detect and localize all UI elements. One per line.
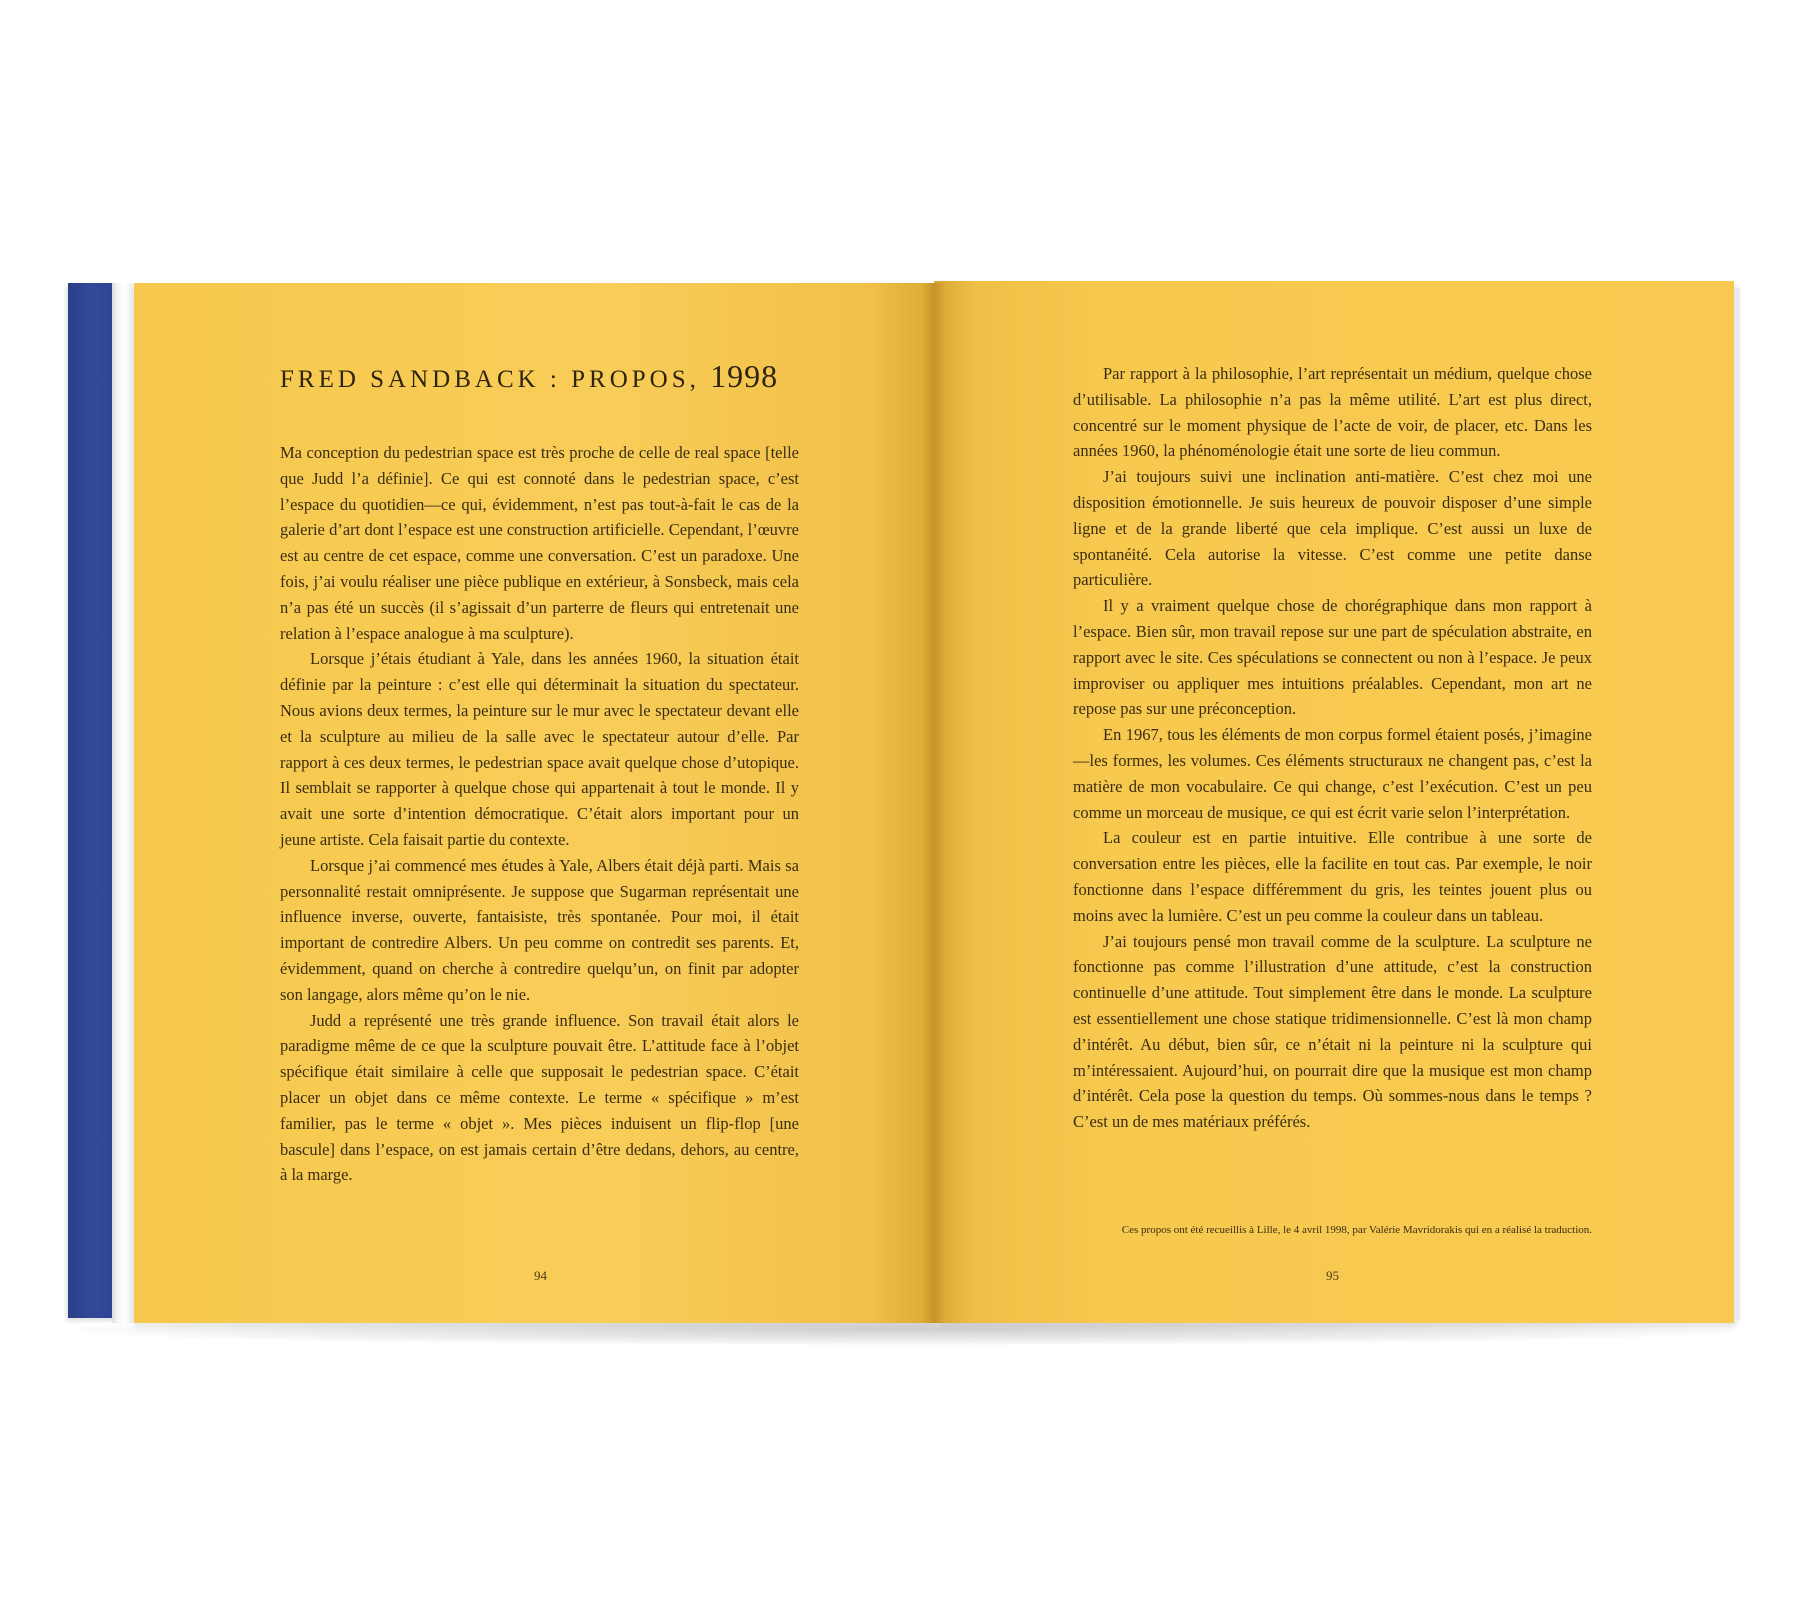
footnote: Ces propos ont été recueillis à Lille, le 4 avril 1998, par Valérie Mavridorakis qui en a réalisé la traduction. bbox=[1121, 1224, 1592, 1236]
right-paragraph-4: En 1967, tous les éléments de mon corpus formel étaient posés, j’imagine—les formes, les volumes. Ces éléments structuraux ne changent pas, c’est la matière de mon vocabulaire. Ce qui change, c’est l’exécution. C’est un peu comme un morceau de musique, ce qui est écrit varie selon l’interprétation. bbox=[1073, 725, 1592, 822]
left-paragraph-3: Lorsque j’ai commencé mes études à Yale, Albers était déjà parti. Mais sa personnalité restait omniprésente. Je suppose que Sugarman représentait une influence inverse, ouverte, fantaisiste, très spontanée. Pour moi, il était important de contredire Albers. Un peu comme on contredit ses parents. Et, évidemment, quand on cherche à contredire quelqu’un, on finit par adopter son langage, alors même qu’on le nie. bbox=[280, 855, 799, 1004]
page-number-right: 95 bbox=[1326, 1268, 1339, 1283]
left-paragraph-4: Judd a représenté une très grande influence. Son travail était alors le paradigme même de ce que la sculpture pouvait être. L’attitude face à l’objet spécifique était similaire à celle que supposait le pedestrian space. C’était placer un objet dans ce même contexte. Le terme « spécifique » m’est familier, pas le terme « objet ». Mes pièces induisent un flip-flop [une bascule] dans l’espace, on est jamais certain d’être dedans, dehors, au centre, à la marge. bbox=[280, 1010, 799, 1185]
page-number-left: 94 bbox=[534, 1268, 547, 1283]
right-page-text bbox=[1073, 361, 1592, 1135]
left-paragraph-1: Ma conception du pedestrian space est très proche de celle de real space [telle que Judd l’a définie]. Ce qui est connoté dans le pedestrian space, c’est l’espace du quotidien—ce qui, évidemment, n’est pas tout-à-fait le cas de la galerie d’art dont l’espace est une construction artificielle. Cependant, l’œuvre est au centre de cet espace, comme une conversation. C’est un paradoxe. Une fois, j’ai voulu réaliser une pièce publique en extérieur, à Sonsbeck, mais cela n’a pas été un succès (il s’agissait d’un parterre de fleurs qui entretenait une relation à l’espace analogue à ma sculpture). bbox=[280, 443, 799, 643]
chapter-title-year: 1998 bbox=[710, 358, 779, 394]
right-paragraph-2: J’ai toujours suivi une inclination anti-matière. C’est chez moi une disposition émotionnelle. Je suis heureux de pouvoir disposer d’une simple ligne et de la grande liberté que cela implique. C’est aussi un luxe de spontanéité. Cela autorise la vitesse. C’est comme une petite danse particulière. bbox=[1073, 467, 1592, 590]
book-gutter bbox=[922, 283, 946, 1323]
left-page-text bbox=[280, 440, 799, 1188]
right-paragraph-1: Par rapport à la philosophie, l’art représentait un médium, quelque chose d’utilisable. La philosophie n’a pas la même utilité. L’art est plus direct, concentré sur le moment physique de l’acte de voir, de placer, etc. Dans les années 1960, la phénoménologie était une sorte de lieu commun. bbox=[1073, 364, 1592, 461]
left-paragraph-2: Lorsque j’étais étudiant à Yale, dans les années 1960, la situation était définie par la peinture : c’est elle qui déterminait la situation du spectateur. Nous avions deux termes, la peinture sur le mur avec le spectateur devant elle et la sculpture au milieu de la salle avec le spectateur autour d’elle. Par rapport à ces deux termes, le pedestrian space avait quelque chose d’utopique. Il semblait se rapporter à quelque chose qui appartenait à tout le monde. Il y avait une sorte d’intention démocratique. C’était alors important pour un jeune artiste. Cela faisait partie du contexte. bbox=[280, 649, 799, 849]
chapter-title-text: FRED SANDBACK : PROPOS, bbox=[280, 366, 711, 393]
right-page-edge bbox=[1734, 288, 1740, 1320]
right-paragraph-3: Il y a vraiment quelque chose de chorégraphique dans mon rapport à l’espace. Bien sûr, mon travail repose sur une part de spéculation abstraite, en rapport avec le site. Ces spéculations se connectent ou non à l’espace. Je peux improviser ou appliquer mes intuitions préalables. Cependant, mon art ne repose pas sur une préconception. bbox=[1073, 596, 1592, 719]
chapter-title bbox=[280, 358, 778, 395]
right-paragraph-6: J’ai toujours pensé mon travail comme de la sculpture. La sculpture ne fonctionne pas comme l’illustration d’une attitude, c’est la construction continuelle d’une attitude. Tout simplement être dans le monde. La sculpture est essentiellement une chose statique tridimensionnelle. C’est là mon champ d’intérêt. Au début, bien sûr, ce n’était ni la peinture ni la sculpture qui m’intéressaient. Aujourd’hui, on pourrait dire que la musique est mon champ d’intérêt. Cela pose la question du temps. Où sommes-nous dans le temps ? C’est un de mes matériaux préférés. bbox=[1073, 931, 1592, 1132]
right-paragraph-5: La couleur est en partie intuitive. Elle contribue à une sorte de conversation entre les pièces, elle la facilite en tout cas. Par exemple, le noir fonctionne dans l’espace différemment du gris, les teintes jouent plus ou moins avec la lumière. C’est un peu comme la couleur dans un tableau. bbox=[1073, 828, 1592, 925]
